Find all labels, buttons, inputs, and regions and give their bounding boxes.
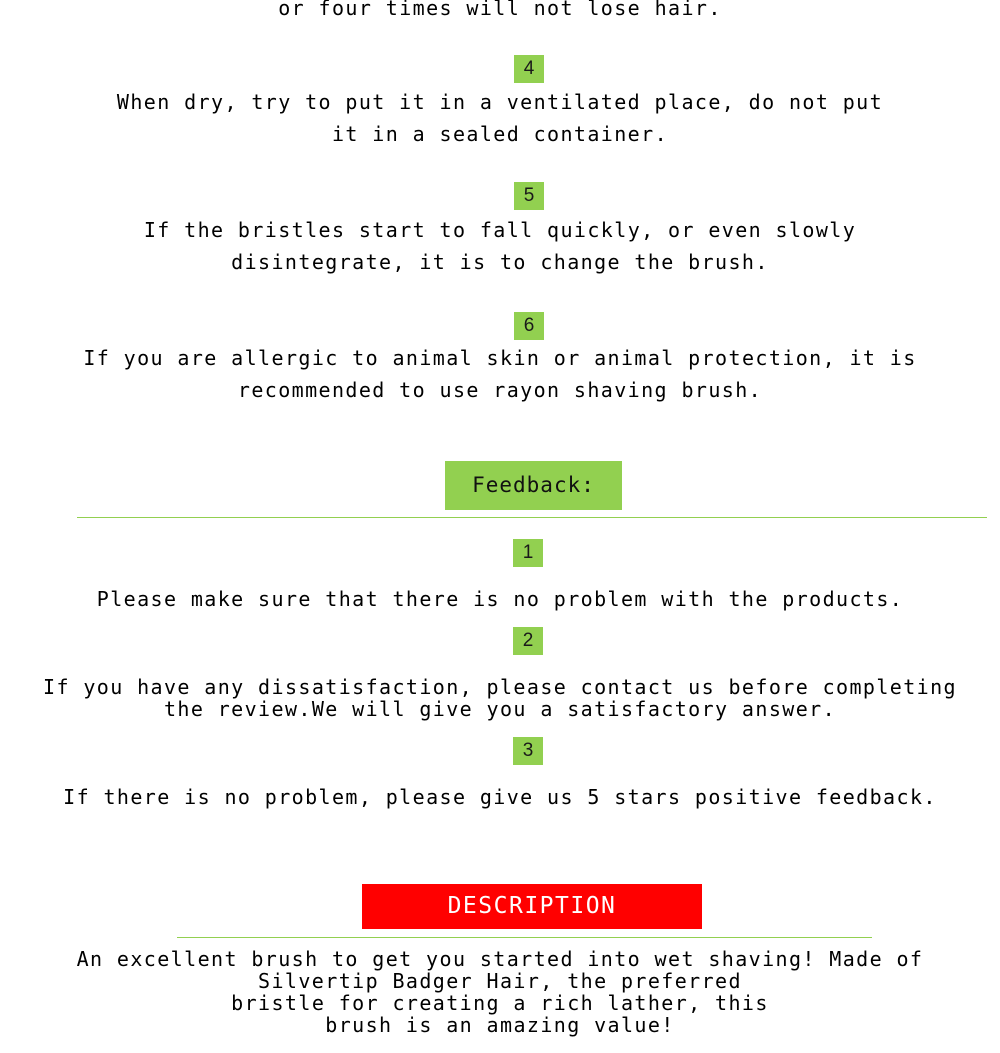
care-tip-3-tail: or four times will not lose hair. xyxy=(278,0,722,20)
feedback-1-line-1: Please make sure that there is no problem with the products. xyxy=(96,587,904,611)
care-tip-number-badge: 4 xyxy=(514,55,544,83)
description-line-2: Silvertip Badger Hair, the preferred xyxy=(258,969,742,993)
feedback-2-line-1: If you have any dissatisfaction, please contact us before completing xyxy=(43,675,957,699)
feedback-number-badge: 1 xyxy=(513,539,543,567)
section-divider xyxy=(77,517,987,518)
care-tip-5-line-1: If the bristles start to fall quickly, or even slowly xyxy=(143,218,857,242)
feedback-number-badge: 3 xyxy=(513,737,543,765)
description-line-4: brush is an amazing value! xyxy=(325,1013,675,1037)
description-line-3: bristle for creating a rich lather, this xyxy=(231,991,769,1015)
description-heading: DESCRIPTION xyxy=(362,884,702,929)
feedback-3-line-1: If there is no problem, please give us 5 stars positive feedback. xyxy=(63,785,937,809)
care-tip-6-line-1: If you are allergic to animal skin or animal protection, it is xyxy=(83,346,917,370)
feedback-heading: Feedback: xyxy=(445,461,622,510)
feedback-2-line-2: the review.We will give you a satisfactory answer. xyxy=(163,697,837,721)
section-divider xyxy=(177,937,872,938)
feedback-number-badge: 2 xyxy=(513,627,543,655)
care-tip-number-badge: 5 xyxy=(514,182,544,210)
care-tip-number-badge: 6 xyxy=(514,312,544,340)
care-tip-5-line-2: disintegrate, it is to change the brush. xyxy=(231,250,769,274)
care-tip-6-line-2: recommended to use rayon shaving brush. xyxy=(237,378,763,402)
description-line-1: An excellent brush to get you started into wet shaving! Made of xyxy=(76,947,924,971)
care-tip-4-line-1: When dry, try to put it in a ventilated place, do not put xyxy=(116,90,884,114)
care-tip-4-line-2: it in a sealed container. xyxy=(331,122,669,146)
